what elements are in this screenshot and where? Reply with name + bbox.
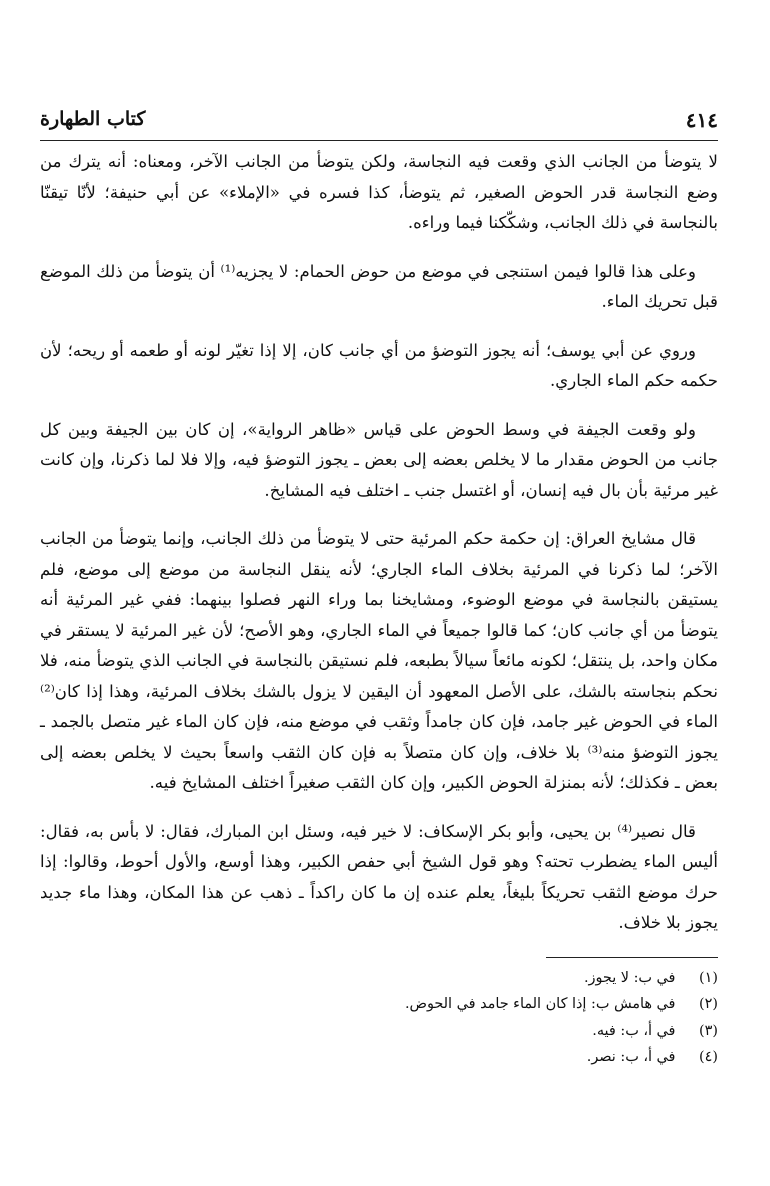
- paragraph: ولو وقعت الجيفة في وسط الحوض على قياس «ظاهر الرواية»، إن كان بين الجيفة وبين كل جانب من الحوض مقدار ما لا يخلص بعضه إلى بعض ـ يجوز التوضؤ فيه، وإلا فلا لما ذكرنا، وإن كانت غير مرئية بأن بال فيه إنسان، أو اغتسل جنب ـ اختلف فيه المشايخ.: [40, 419, 718, 500]
- footnote-number: (١): [699, 970, 718, 986]
- page-header: [40, 108, 718, 136]
- footnote: [40, 991, 718, 1017]
- footnote-separator: [546, 957, 718, 958]
- footnote-text: في ب: لا يجوز.: [583, 970, 676, 986]
- footnote-text: في أ، ب: فيه.: [592, 1022, 676, 1039]
- page-number: ٤١٤: [685, 108, 718, 132]
- header-rule: [40, 140, 718, 141]
- footnote-text: في هامش ب: إذا كان الماء جامد في الحوض.: [404, 996, 676, 1013]
- paragraph: وعلى هذا قالوا فيمن استنجى في موضع من حوض الحمام: لا يجزيه⁽¹⁾ أن يتوضأ من ذلك الموضع قبل تحريك الماء.: [40, 261, 718, 311]
- footnote: [40, 1018, 718, 1044]
- footnote: [40, 965, 718, 991]
- footnote-number: (٤): [699, 1049, 718, 1066]
- running-title: كتاب الطهارة: [40, 108, 146, 130]
- footnote-text: في أ، ب: نصر.: [586, 1049, 676, 1066]
- paragraph: قال مشايخ العراق: إن حكمة حكم المرئية حتى لا يتوضأ من ذلك الجانب، وإنما يتوضأ من الجانب الآخر؛ لما ذكرنا في المرئية بخلاف الماء الجاري؛ لأنه ينقل النجاسة من موضع إلى موضع، فلم يستيقن بالنجاسة في موضع الوضوء، ومشايخنا بما وراء النهر فصلوا بينهما: ففي غير المرئية أنه يتوضأ من أي جانب كان؛ كما قالوا جميعاً في الماء الجاري، وهو الأصح؛ لأن غير المرئية لا يستقر في مكان واحد، بل ينتقل؛ لكونه مائعاً سيالاً بطبعه، فلم نستيقن بالنجاسة في الجانب الذي يتوضأ منه، فلا نحكم بنجاسته بالشك، على الأصل المعهود أن اليقين لا يزول بالشك بخلاف المرئية، وهذا إذا كان⁽²⁾ الماء في الحوض غير جامد، فإن كان جامداً وثقب في موضع منه، فإن كان الماء غير متصل بالجمد ـ يجوز التوضؤ منه⁽³⁾ بلا خلاف، وإن كان متصلاً به فإن كان الثقب واسعاً بحيث لا يخلص بعضه إلى بعض ـ فكذلك؛ لأنه بمنزلة الحوض الكبير، وإن كان الثقب صغيراً اختلف المشايخ فيه.: [40, 529, 718, 792]
- footnote-number: (٣): [699, 1022, 718, 1039]
- footnote: [40, 1044, 718, 1070]
- paragraph: قال نصير⁽⁴⁾ بن يحيى، وأبو بكر الإسكاف: لا خير فيه، وسئل ابن المبارك، فقال: لا بأس به، فقال: أليس الماء يضطرب تحته؟ وهو قول الشيخ أبي حفص الكبير، وهذا أوسع، والأول أحوط، وقالوا: إذا حرك موضع الثقب تحريكاً بليغاً، يعلم عنده إن ما كان راكداً ـ ذهب عن هذا المكان، وهذا ماء جديد يجوز بلا خلاف.: [40, 821, 718, 932]
- paragraph: وروي عن أبي يوسف؛ أنه يجوز التوضؤ من أي جانب كان، إلا إذا تغيّر لونه أو طعمه أو ريحه؛ لأن حكمه حكم الماء الجاري.: [40, 340, 718, 390]
- paragraph: لا يتوضأ من الجانب الذي وقعت فيه النجاسة، ولكن يتوضأ من الجانب الآخر، ومعناه: أنه يترك من وضع النجاسة قدر الحوض الصغير، ثم يتوضأ، كذا فسره في «الإملاء» عن أبي حنيفة؛ لأنّا تيقنّا بالنجاسة في ذلك الجانب، وشكّكنا فيما وراءه.: [40, 152, 718, 232]
- main-text: [40, 147, 718, 957]
- footnotes: [40, 965, 718, 1071]
- footnote-number: (٢): [699, 996, 718, 1013]
